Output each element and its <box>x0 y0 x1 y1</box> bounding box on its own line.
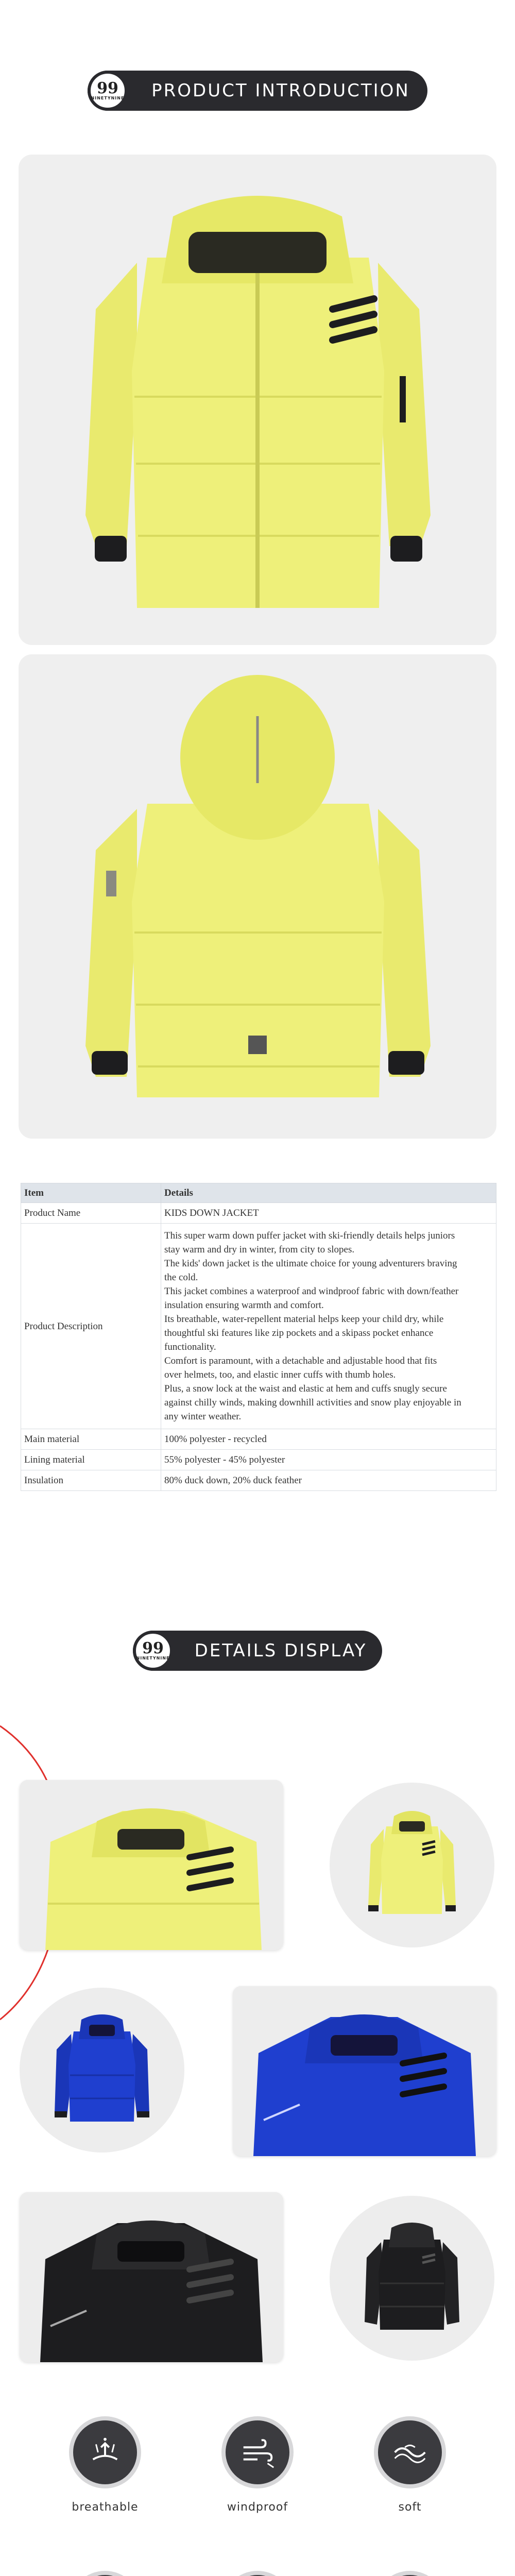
feature-label: windproof <box>227 2501 288 2514</box>
spec-value: 55% polyester - 45% polyester <box>161 1450 496 1470</box>
brand-logo <box>133 1631 173 1671</box>
section-title-intro: PRODUCT INTRODUCTION <box>151 80 410 101</box>
spec-value: KIDS DOWN JACKET <box>161 1203 496 1224</box>
yellow-jacket-small-image <box>330 1783 494 1947</box>
black-jacket-closeup-image <box>20 2192 283 2362</box>
yellow-jacket-closeup-image <box>20 1780 283 1950</box>
feature-delivery <box>201 2571 314 2576</box>
spec-key: Product Description <box>21 1224 161 1429</box>
description-line: Plus, a snow lock at the waist and elastic at hem and cuffs snugly secure <box>164 1383 447 1394</box>
blue-jacket-small-image <box>20 1988 184 2153</box>
product-photo-back <box>19 654 496 1139</box>
spec-header-details: Details <box>161 1183 496 1203</box>
table-row <box>21 1450 496 1470</box>
spec-key: Product Name <box>21 1203 161 1224</box>
detail-photo-yellow-full <box>330 1783 494 1947</box>
blue-jacket-closeup-image <box>233 1986 496 2156</box>
brand-logo-number: 99 <box>97 79 118 97</box>
description-line: over helmets, too, and elastic inner cuffs with thumb holes. <box>164 1369 396 1380</box>
shield-check-icon <box>374 2571 446 2576</box>
spec-value: 80% duck down, 20% duck feather <box>161 1470 496 1491</box>
detail-photo-black-full <box>330 2196 494 2361</box>
feature-breathable <box>48 2416 162 2514</box>
table-row <box>21 1470 496 1491</box>
delivery-truck-icon <box>221 2571 294 2576</box>
black-jacket-small-image <box>330 2196 494 2361</box>
product-photo-front <box>19 155 496 645</box>
yellow-jacket-back-image <box>19 654 496 1139</box>
brand-logo-text: NINETYNINE <box>136 1655 170 1660</box>
spec-header-item: Item <box>21 1183 161 1203</box>
section-banner-intro <box>88 71 427 111</box>
spec-table <box>21 1183 496 1491</box>
feature-thickened <box>48 2571 162 2576</box>
yellow-jacket-front-image <box>19 155 496 645</box>
brand-logo-number: 99 <box>142 1639 164 1657</box>
section-title-details: DETAILS DISPLAY <box>194 1640 367 1661</box>
feature-quality <box>353 2571 467 2576</box>
spec-value: 100% polyester - recycled <box>161 1429 496 1450</box>
detail-photo-yellow-closeup <box>20 1780 283 1950</box>
section-banner-details <box>133 1631 382 1671</box>
breathable-icon <box>69 2416 141 2488</box>
feature-label: breathable <box>72 2501 139 2514</box>
feature-label: soft <box>398 2501 422 2514</box>
feature-windproof <box>201 2416 314 2514</box>
windproof-icon <box>221 2416 294 2488</box>
thickened-icon <box>69 2571 141 2576</box>
description-line: thoughtful ski features like zip pockets and a skipass pocket enhance <box>164 1328 434 1338</box>
table-row <box>21 1224 496 1429</box>
detail-photo-blue-closeup <box>233 1986 496 2156</box>
table-row <box>21 1429 496 1450</box>
description-line: This jacket combines a waterproof and windproof fabric with down/feather <box>164 1286 459 1297</box>
feature-soft <box>353 2416 467 2514</box>
brand-logo <box>88 71 128 111</box>
description-line: Comfort is paramount, with a detachable and adjustable hood that fits <box>164 1355 437 1366</box>
description-line: stay warm and dry in winter, from city to slopes. <box>164 1244 355 1255</box>
detail-photo-black-closeup <box>20 2192 283 2362</box>
description-line: The kids' down jacket is the ultimate choice for young adventurers braving <box>164 1258 457 1269</box>
description-line: against chilly winds, making downhill activities and snow play enjoyable in <box>164 1397 461 1408</box>
description-line: Its breathable, water-repellent material helps keep your child dry, while <box>164 1314 444 1325</box>
description-line: insulation ensuring warmth and comfort. <box>164 1300 324 1311</box>
spec-table-header-row <box>21 1183 496 1203</box>
brand-logo-text: NINETYNINE <box>91 95 125 100</box>
spec-key: Lining material <box>21 1450 161 1470</box>
description-line: functionality. <box>164 1342 216 1352</box>
soft-icon <box>374 2416 446 2488</box>
spec-description <box>161 1224 496 1429</box>
spec-key: Main material <box>21 1429 161 1450</box>
description-line: the cold. <box>164 1272 198 1283</box>
description-line: any winter weather. <box>164 1411 242 1422</box>
description-line: This super warm down puffer jacket with ski-friendly details helps juniors <box>164 1230 455 1241</box>
detail-photo-blue-full <box>20 1988 184 2153</box>
spec-key: Insulation <box>21 1470 161 1491</box>
table-row <box>21 1203 496 1224</box>
